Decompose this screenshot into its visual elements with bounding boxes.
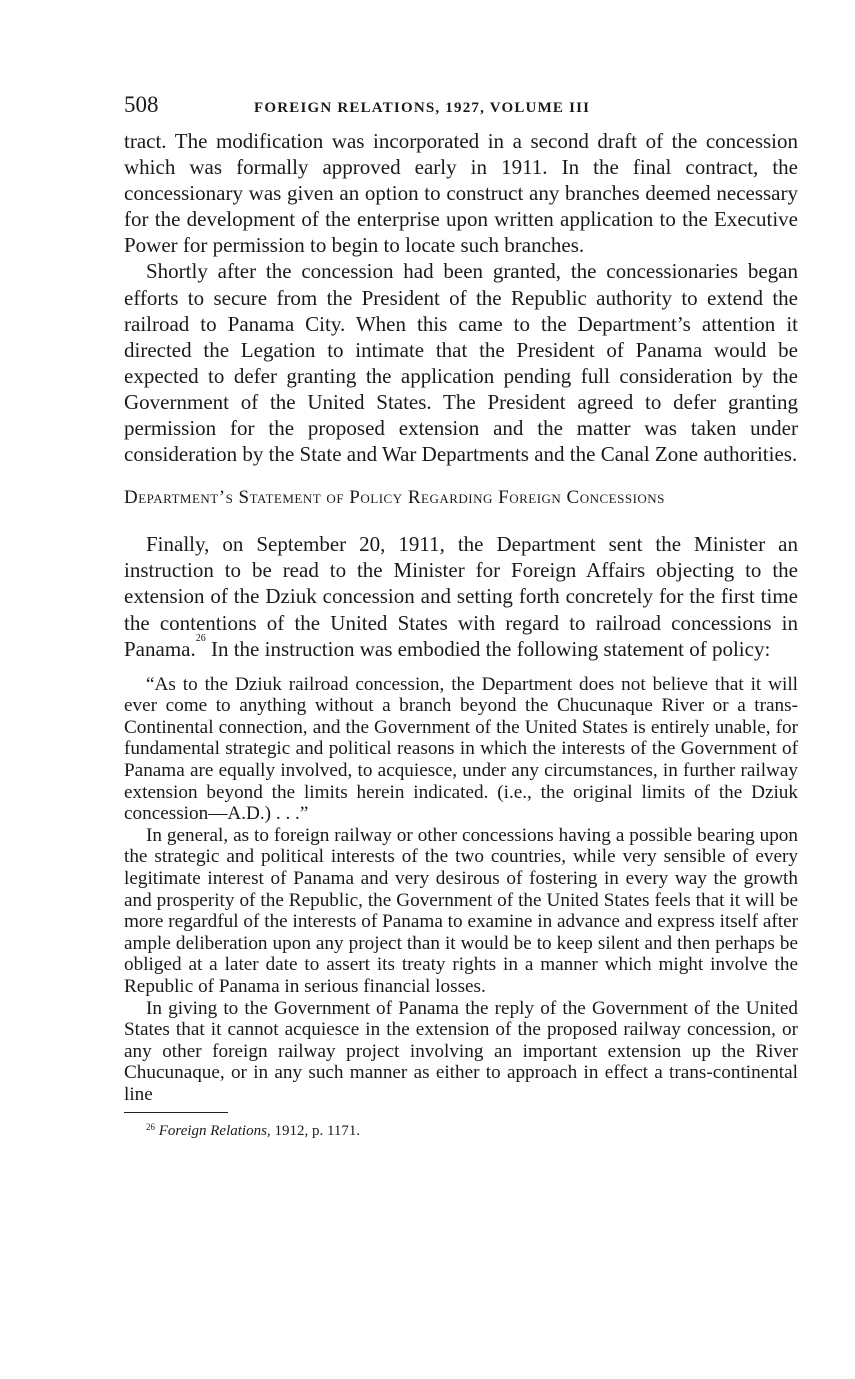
footnote-reference: 26 bbox=[195, 632, 206, 644]
quote-paragraph: In general, as to foreign railway or other concessions having a possible bearing upon the strategic and political interests of the two countries, while very sensible of every legitimate interest of Panama and very desirous of fostering in every way the growth and prosperity of the Republic, the Government of the United States feels that it will be more regardful of the interests of Panama to examine in advance and express itself after ample deliberation upon any project than it would be to keep silent and then perhaps be obliged at a later date to assert its treaty rights in a manner which might involve the Republic of Panama in serious financial losses. bbox=[124, 824, 798, 997]
block-quote bbox=[124, 674, 798, 1106]
body-text bbox=[124, 128, 798, 467]
paragraph-finally-text: Finally, on September 20, 1911, the Department sent the Minister an instruction to be read to the Minister for Foreign Affairs objecting to the extension of the Dziuk concession and setting forth concretely for the first time the contentions of the United States with regard to railroad concessions in Panama. bbox=[124, 532, 798, 661]
footnote-divider bbox=[124, 1112, 228, 1113]
body-text-policy bbox=[124, 531, 798, 661]
paragraph-concession-extension: Shortly after the concession had been granted, the concessionaries began efforts to secure from the President of the Republic authority to extend the railroad to Panama City. When this came to the Department’s attention it directed the Legation to intimate that the President of Panama would be expected to defer granting the application pending full consideration by the Government of the United States. The President agreed to defer granting permission for the proposed extension and the matter was taken under consideration by the State and War Departments and the Canal Zone authorities. bbox=[124, 259, 798, 467]
document-page bbox=[124, 92, 798, 1140]
paragraph-continuation: tract. The modification was incorporated in a second draft of the concession which was formally approved early in 1911. In the final contract, the concessionary was given an option to construct any branches deemed necessary for the development of the enterprise upon written application to the Executive Power for permission to begin to locate such branches. bbox=[124, 129, 798, 258]
footnote-title: Foreign Relations, bbox=[158, 1122, 271, 1139]
page-header bbox=[124, 92, 798, 128]
quote-paragraph: “As to the Dziuk railroad concession, the Department does not believe that it will ever come to anything without a branch beyond the Chucunaque River or a trans-Continental connection, and the Government of the United States is entirely unable, for fundamental strategic and political reasons in which the interests of the Government of Panama are equally involved, to acquiesce, under any circumstances, in further railway extension beyond the limits herein indicated. (i.e., the original limits of the Dziuk concession—A.D.) . . .” bbox=[124, 673, 798, 825]
footnote-mark: 26 bbox=[146, 1121, 155, 1132]
paragraph-finally-tail: In the instruction was embodied the following statement of policy: bbox=[205, 636, 771, 661]
running-head: FOREIGN RELATIONS, 1927, VOLUME III bbox=[254, 100, 591, 116]
paragraph-finally bbox=[124, 531, 798, 661]
section-heading: Department’s Statement of Policy Regarding Foreign Concessions bbox=[124, 487, 665, 509]
footnote-citation: 1912, p. 1171. bbox=[270, 1122, 361, 1139]
page-number: 508 bbox=[124, 92, 159, 117]
quote-paragraph: In giving to the Government of Panama the reply of the Government of the United States that it cannot acquiesce in the extension of the proposed railway concession, or any other foreign railway project involving an important extension up the River Chucunaque, or in any such manner as either to approach in effect a trans-continental line bbox=[124, 997, 798, 1105]
footnote bbox=[124, 1123, 798, 1140]
